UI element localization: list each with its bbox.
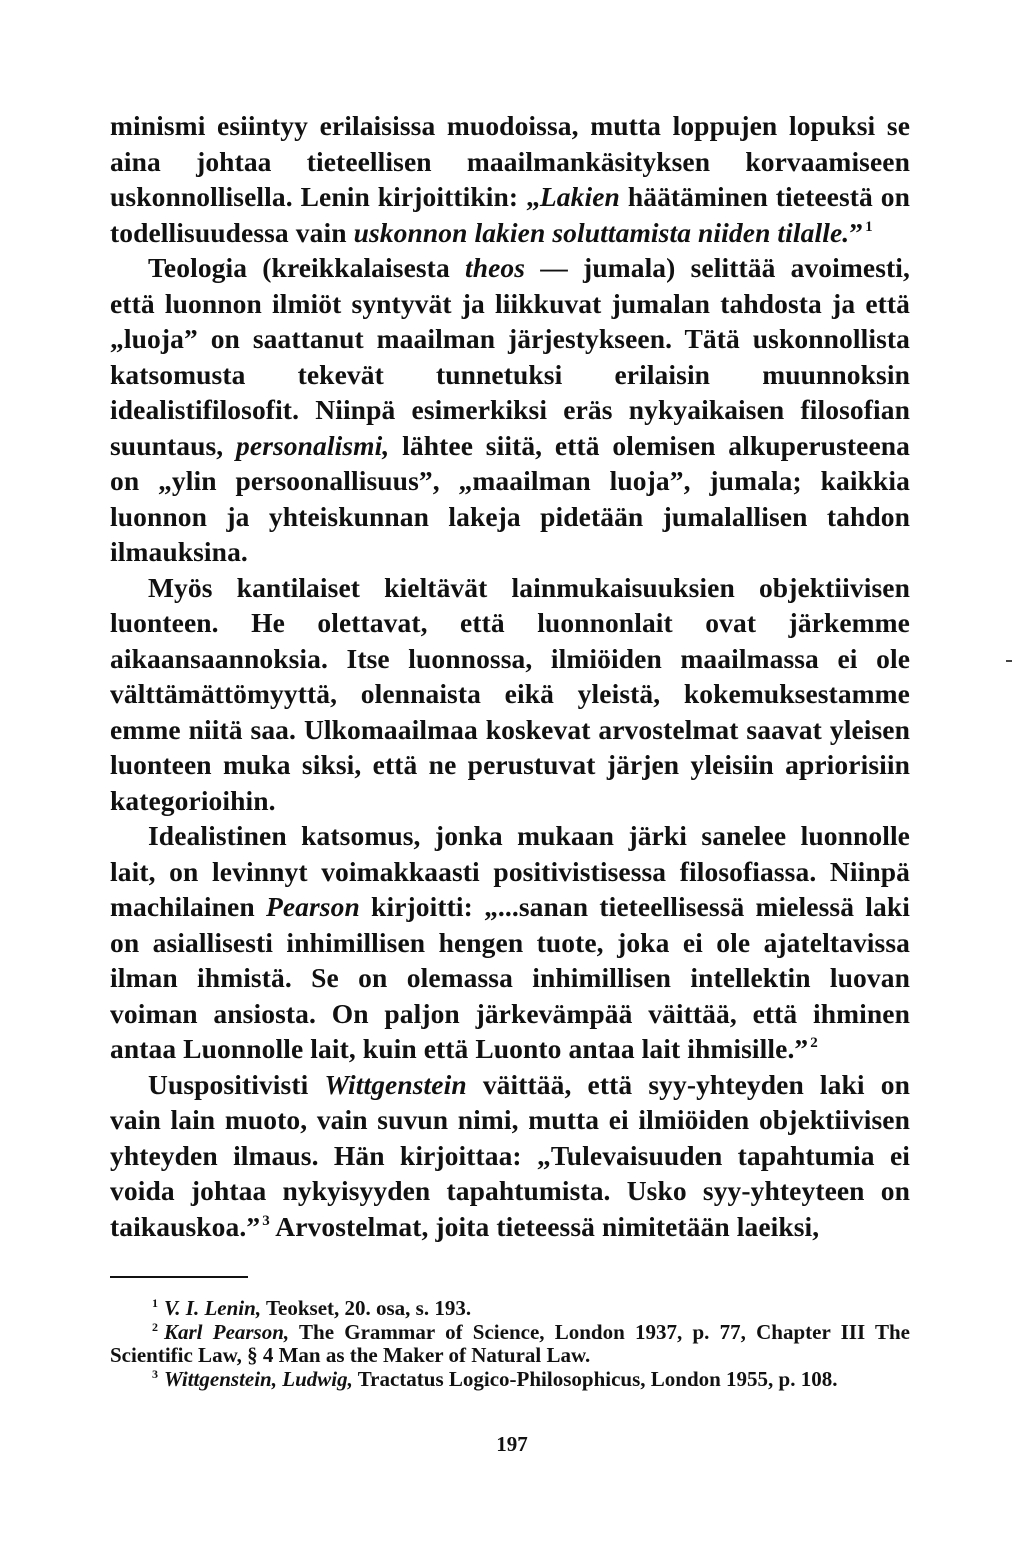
text-run: minismi esiintyy erilaisissa muodoissa, mutta loppujen lopuksi se aina johtaa tieteellisen maailmankäsityksen korvaamiseen uskonnollisella. Lenin kirjoittikin: „ bbox=[110, 110, 910, 212]
text-run: ” bbox=[849, 216, 864, 248]
italic-text: theos bbox=[464, 252, 526, 283]
footnote-marker: 1 bbox=[152, 1296, 158, 1310]
text-run: Idealistinen katsomus, jonka mukaan järki sanelee luonnolle lait, on levinnyt voimakkaasti positivistisessa filosofiassa. Niinpä machilainen bbox=[110, 820, 910, 922]
text-run: Uuspositivisti bbox=[148, 1068, 325, 1100]
italic-text: uskonnon lakien soluttamista niiden tilalle. bbox=[353, 216, 850, 248]
italic-text: V. I. Lenin, bbox=[164, 1296, 262, 1320]
footnote-marker: 2 bbox=[810, 1035, 818, 1051]
footnote-marker: 3 bbox=[262, 1212, 270, 1229]
page-number: 197 bbox=[496, 1432, 528, 1456]
paragraph bbox=[110, 570, 910, 819]
footnotes bbox=[110, 1297, 910, 1391]
footnote-marker: 2 bbox=[152, 1319, 158, 1334]
italic-text: Lakien bbox=[539, 181, 620, 212]
footnote-marker: 1 bbox=[865, 218, 873, 235]
margin-mark bbox=[1006, 660, 1012, 662]
body-text bbox=[110, 108, 910, 1244]
footnote-separator bbox=[110, 1276, 248, 1278]
footnote bbox=[110, 1321, 910, 1368]
text-run: häätäminen tieteestä on todellisuudessa vain bbox=[110, 181, 910, 248]
italic-text: personalismi, bbox=[236, 429, 390, 461]
text-run: Teologia (kreikkalaisesta bbox=[148, 252, 465, 283]
footnote bbox=[110, 1297, 910, 1321]
italic-text: Wittgenstein, Ludwig, bbox=[164, 1366, 353, 1391]
text-run: lähtee siitä, että olemisen alkuperusteena on „ylin persoonallisuus”, „maailman luoja”, jumala; kaikkia luonnon ja yhteiskunnan lakeja pidetään jumalallisen tahdon ilmauksina. bbox=[110, 429, 910, 567]
text-run: Teokset, 20. osa, s. 193. bbox=[261, 1296, 472, 1320]
text-run: — jumala) selittää avoimesti, että luonnon ilmiöt syntyvät ja liikkuvat jumalan tahdosta ja että „luoja” on saattanut maailman järjestykseen. Tätä uskonnollista katsomusta tekevät tunnetuksi erilaisin muunnoksin idealistifilosofit. Niinpä esimerkiksi eräs nykyaikaisen filosofian suuntaus, bbox=[110, 252, 910, 461]
italic-text: Pearson bbox=[265, 891, 360, 922]
text-run: väittää, että syy-yhteyden laki on vain lain muoto, vain suvun nimi, mutta ei ilmiöiden objektiivisen yhteyden ilmaus. Hän kirjoittaa: „Tulevaisuuden tapahtumia ei voida johtaa nykyisyyden tapahtumista. Usko syy-yhteyteen on taikauskoa.” bbox=[110, 1068, 910, 1242]
paragraph bbox=[110, 108, 910, 250]
paragraph bbox=[110, 1067, 910, 1245]
text-run: kirjoitti: „...sanan tieteellisessä mielessä laki on asiallisesti inhimillisen hengen tuote, joka ei ole ajateltavissa ilman ihmistä. Se on olemassa inhimillisen intellektin luovan voiman ansiosta. On paljon järkevämpää väittää, että ihminen antaa Luonnolle lait, kuin että Luonto antaa lait ihmisille.” bbox=[110, 891, 910, 1064]
footnote-marker: 3 bbox=[152, 1366, 158, 1381]
page-body bbox=[110, 108, 910, 1244]
paragraph bbox=[110, 250, 910, 570]
italic-text: Wittgenstein bbox=[324, 1068, 467, 1100]
paragraph bbox=[110, 818, 910, 1067]
text-run: The Grammar of Science, London 1937, p. 77, Chapter III The Scientific Law, § 4 Man as the Maker of Natural Law. bbox=[110, 1319, 911, 1367]
text-run: Tractatus Logico-Philosophicus, London 1955, p. 108. bbox=[352, 1366, 838, 1391]
text-run: Arvostelmat, joita tieteessä nimitetään laeiksi, bbox=[269, 1210, 820, 1242]
text-run: Myös kantilaiset kieltävät lainmukaisuuksien objektiivisen luonteen. He olettavat, että luonnonlait ovat järkemme aikaansaannoksia. Itse luonnossa, ilmiöiden maailmassa ei ole välttämättömyyttä, olennaista eikä yleistä, kokemuksestamme emme niitä saa. Ulkomaailmaa koskevat arvostelmat saavat yleisen luonteen muka siksi, että ne perustuvat järjen yleisiin apriorisiin kategorioihin. bbox=[110, 571, 910, 816]
footnote bbox=[110, 1368, 910, 1392]
italic-text: Karl Pearson, bbox=[164, 1319, 290, 1344]
